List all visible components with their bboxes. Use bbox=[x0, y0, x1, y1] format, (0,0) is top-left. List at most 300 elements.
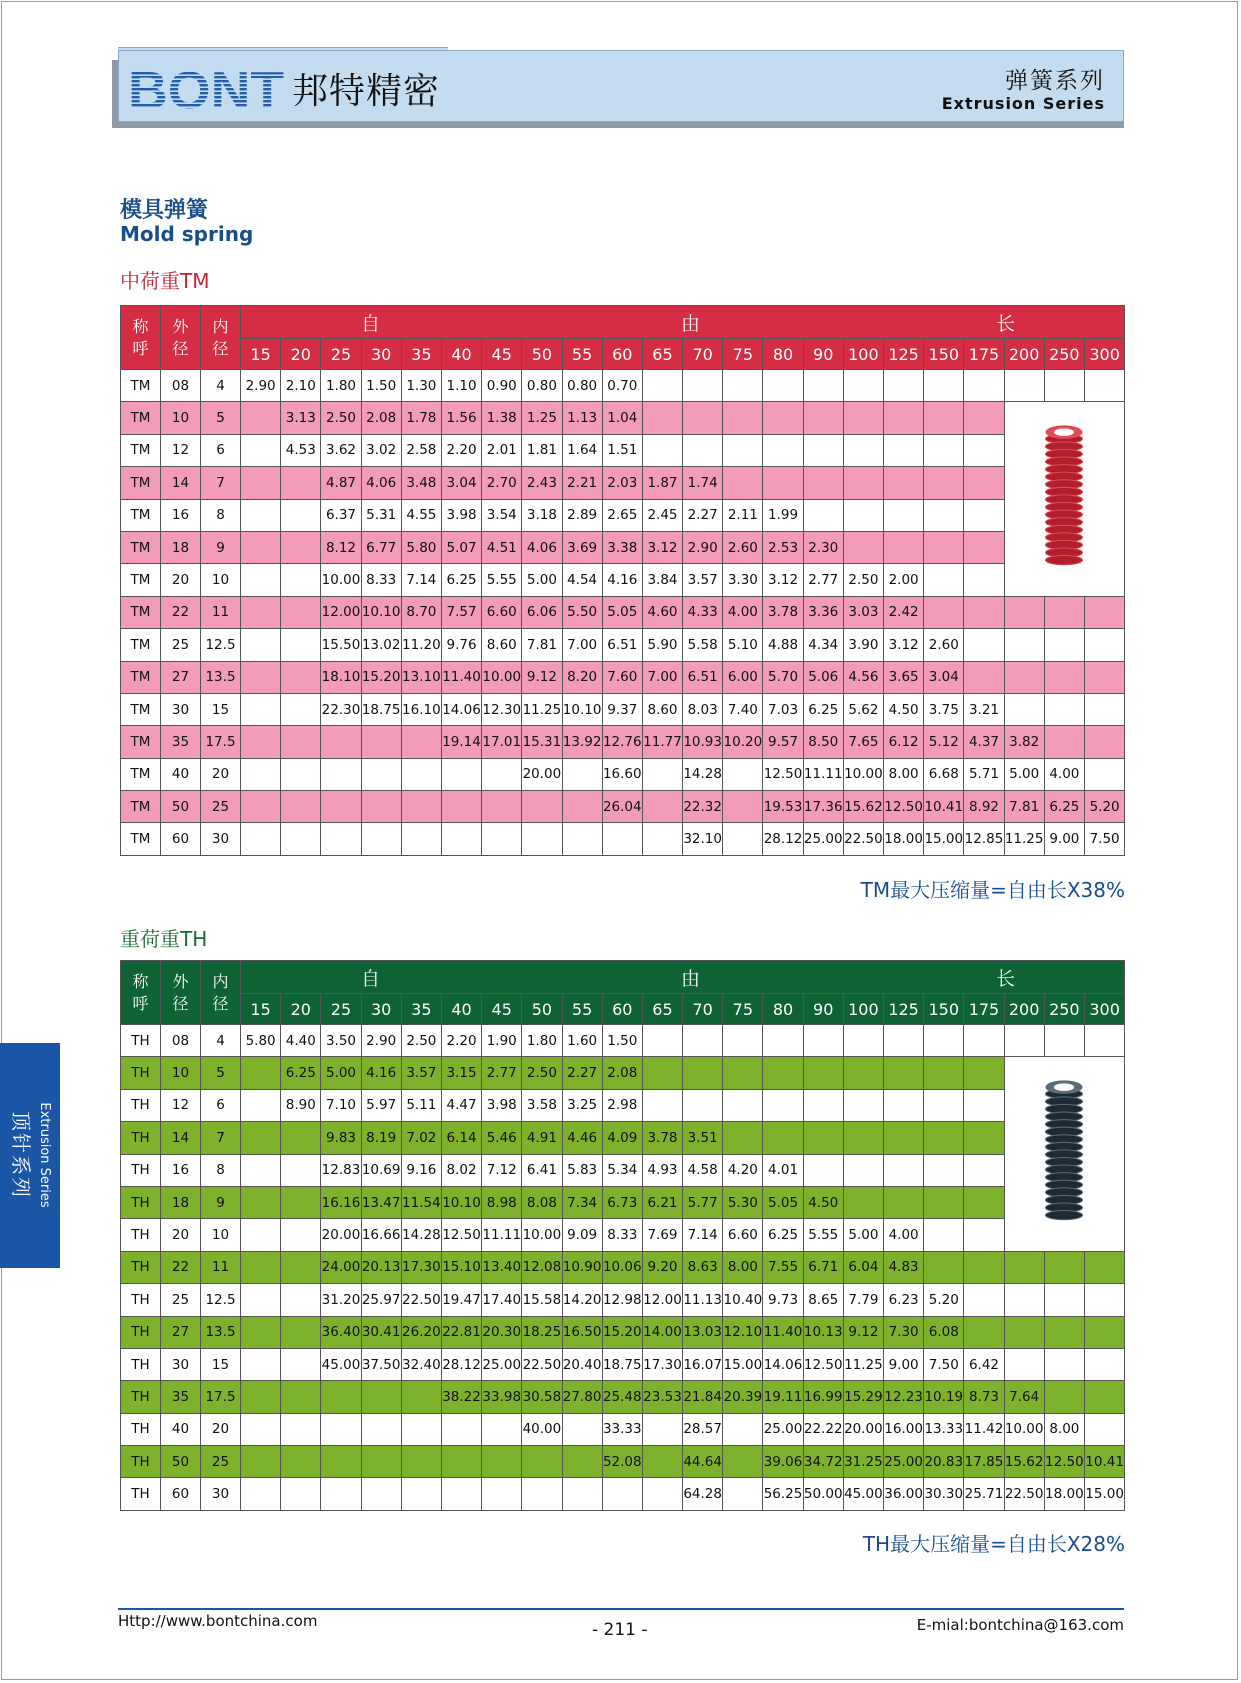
length-header: 250 bbox=[1044, 339, 1084, 370]
table-cell: 1.60 bbox=[562, 1025, 602, 1057]
table-cell: TH bbox=[121, 1089, 161, 1121]
table-cell: 9.16 bbox=[401, 1154, 441, 1186]
column-header-c3: 内径 bbox=[201, 306, 241, 370]
table-cell bbox=[964, 1251, 1004, 1283]
table-cell: 6.25 bbox=[1044, 791, 1084, 823]
table-cell bbox=[401, 1381, 441, 1413]
table-cell bbox=[281, 791, 321, 823]
table-cell: 2.90 bbox=[241, 370, 281, 402]
table-cell bbox=[1044, 370, 1084, 402]
table-cell: 16.16 bbox=[321, 1186, 361, 1218]
tm-formula: TM最大压缩量=自由长X38% bbox=[860, 878, 1125, 902]
table-cell: 1.87 bbox=[642, 467, 682, 499]
table-cell: 7 bbox=[201, 467, 241, 499]
table-row bbox=[121, 1446, 1125, 1478]
table-cell: 10 bbox=[201, 1219, 241, 1251]
table-cell bbox=[803, 402, 843, 434]
table-cell: 8.00 bbox=[884, 758, 924, 790]
table-cell: 22.50 bbox=[843, 823, 883, 855]
table-cell: 1.25 bbox=[522, 402, 562, 434]
table-cell: 7.79 bbox=[843, 1284, 883, 1316]
table-cell bbox=[964, 1284, 1004, 1316]
table-row bbox=[121, 1057, 1125, 1089]
table-cell bbox=[964, 1122, 1004, 1154]
table-cell: TM bbox=[121, 661, 161, 693]
table-cell bbox=[281, 1446, 321, 1478]
table-cell bbox=[964, 499, 1004, 531]
table-cell: 10.19 bbox=[924, 1381, 964, 1413]
table-cell bbox=[1044, 1251, 1084, 1283]
table-cell: 12.83 bbox=[321, 1154, 361, 1186]
table-cell: 1.81 bbox=[522, 434, 562, 466]
table-cell: 17.30 bbox=[642, 1348, 682, 1380]
table-cell: 9.00 bbox=[884, 1348, 924, 1380]
table-cell: 2.53 bbox=[763, 531, 803, 563]
table-cell bbox=[763, 434, 803, 466]
table-cell: 10.20 bbox=[723, 726, 763, 758]
table-cell: 1.38 bbox=[482, 402, 522, 434]
table-cell: 2.30 bbox=[803, 531, 843, 563]
footer-divider bbox=[118, 1608, 1124, 1610]
table-cell bbox=[241, 693, 281, 725]
table-cell: 17.01 bbox=[482, 726, 522, 758]
table-cell bbox=[843, 370, 883, 402]
table-cell bbox=[642, 1025, 682, 1057]
table-cell bbox=[1004, 1251, 1044, 1283]
table-cell: 2.10 bbox=[281, 370, 321, 402]
table-cell: 16.99 bbox=[803, 1381, 843, 1413]
table-cell: 3.25 bbox=[562, 1089, 602, 1121]
table-cell: 8.50 bbox=[803, 726, 843, 758]
table-cell bbox=[642, 791, 682, 823]
table-cell bbox=[843, 499, 883, 531]
table-cell bbox=[241, 1154, 281, 1186]
table-cell: 7.00 bbox=[642, 661, 682, 693]
table-cell: 4.91 bbox=[522, 1122, 562, 1154]
table-cell: 5.00 bbox=[522, 564, 562, 596]
table-cell: 52.08 bbox=[602, 1446, 642, 1478]
table-cell: 4.46 bbox=[562, 1122, 602, 1154]
table-cell bbox=[723, 434, 763, 466]
table-cell: 12 bbox=[161, 1089, 201, 1121]
table-cell: TM bbox=[121, 564, 161, 596]
table-cell: 11.54 bbox=[401, 1186, 441, 1218]
table-cell bbox=[884, 1186, 924, 1218]
table-cell bbox=[763, 370, 803, 402]
table-cell: 14.06 bbox=[763, 1348, 803, 1380]
table-row bbox=[121, 1186, 1125, 1218]
table-cell: 1.74 bbox=[683, 467, 723, 499]
table-cell: 4.00 bbox=[884, 1219, 924, 1251]
table-row bbox=[121, 791, 1125, 823]
length-header: 65 bbox=[642, 339, 682, 370]
table-row bbox=[121, 370, 1125, 402]
table-cell: 12.5 bbox=[201, 629, 241, 661]
table-cell: 6.00 bbox=[723, 661, 763, 693]
table-cell: 8.60 bbox=[482, 629, 522, 661]
table-cell: 18.25 bbox=[522, 1316, 562, 1348]
table-cell: 6.41 bbox=[522, 1154, 562, 1186]
table-cell: 50 bbox=[161, 791, 201, 823]
table-cell: 10.00 bbox=[522, 1219, 562, 1251]
tm-spec-table bbox=[120, 305, 1125, 856]
table-cell: 18 bbox=[161, 1186, 201, 1218]
length-header: 90 bbox=[803, 339, 843, 370]
table-cell: 1.90 bbox=[482, 1025, 522, 1057]
table-cell: 10.06 bbox=[602, 1251, 642, 1283]
table-cell: 5.97 bbox=[361, 1089, 401, 1121]
table-cell bbox=[924, 1089, 964, 1121]
table-cell: 14 bbox=[161, 467, 201, 499]
length-header: 40 bbox=[441, 339, 481, 370]
length-header: 35 bbox=[401, 994, 441, 1025]
table-cell: 12.23 bbox=[884, 1381, 924, 1413]
table-cell: TM bbox=[121, 499, 161, 531]
table-cell: 2.98 bbox=[602, 1089, 642, 1121]
length-header: 80 bbox=[763, 339, 803, 370]
table-cell: 25.00 bbox=[763, 1413, 803, 1445]
table-cell: 4.51 bbox=[482, 531, 522, 563]
table-cell: 2.50 bbox=[321, 402, 361, 434]
length-header: 70 bbox=[683, 994, 723, 1025]
table-cell: 0.90 bbox=[482, 370, 522, 402]
length-header: 50 bbox=[522, 339, 562, 370]
table-cell: 7.02 bbox=[401, 1122, 441, 1154]
table-cell: 3.57 bbox=[401, 1057, 441, 1089]
table-cell bbox=[281, 564, 321, 596]
table-cell: 5.06 bbox=[803, 661, 843, 693]
table-cell: 5.07 bbox=[441, 531, 481, 563]
table-cell: 1.64 bbox=[562, 434, 602, 466]
length-header: 60 bbox=[602, 339, 642, 370]
table-cell: 6.71 bbox=[803, 1251, 843, 1283]
table-cell: 4.47 bbox=[441, 1089, 481, 1121]
table-cell: 10.00 bbox=[1004, 1413, 1044, 1445]
table-cell: TM bbox=[121, 629, 161, 661]
table-cell: 15.58 bbox=[522, 1284, 562, 1316]
table-cell: 1.99 bbox=[763, 499, 803, 531]
table-cell: 3.12 bbox=[642, 531, 682, 563]
table-cell: 16.60 bbox=[602, 758, 642, 790]
table-cell bbox=[361, 1446, 401, 1478]
table-cell: 9.76 bbox=[441, 629, 481, 661]
table-cell: 15.20 bbox=[361, 661, 401, 693]
table-cell: 22.50 bbox=[522, 1348, 562, 1380]
table-row bbox=[121, 661, 1125, 693]
table-cell bbox=[763, 467, 803, 499]
series-en: Extrusion Series bbox=[941, 94, 1105, 113]
table-row bbox=[121, 693, 1125, 725]
table-cell: 19.47 bbox=[441, 1284, 481, 1316]
table-cell: 6 bbox=[201, 1089, 241, 1121]
table-cell: TH bbox=[121, 1057, 161, 1089]
table-cell bbox=[884, 1089, 924, 1121]
table-cell: 64.28 bbox=[683, 1478, 723, 1510]
table-cell: 16.66 bbox=[361, 1219, 401, 1251]
table-cell: 20 bbox=[161, 1219, 201, 1251]
table-cell: 18.75 bbox=[361, 693, 401, 725]
table-cell: 32.10 bbox=[683, 823, 723, 855]
table-cell: 60 bbox=[161, 1478, 201, 1510]
length-header: 75 bbox=[723, 339, 763, 370]
table-cell: 33.33 bbox=[602, 1413, 642, 1445]
table-cell: 3.12 bbox=[884, 629, 924, 661]
table-cell: 7.00 bbox=[562, 629, 602, 661]
table-cell: 1.50 bbox=[361, 370, 401, 402]
table-cell: 1.56 bbox=[441, 402, 481, 434]
table-row bbox=[121, 726, 1125, 758]
table-cell bbox=[642, 823, 682, 855]
table-cell: 4.09 bbox=[602, 1122, 642, 1154]
table-cell: 8.90 bbox=[281, 1089, 321, 1121]
table-cell: 5.30 bbox=[723, 1186, 763, 1218]
table-cell: TH bbox=[121, 1186, 161, 1218]
table-cell bbox=[562, 1413, 602, 1445]
table-cell: 4.58 bbox=[683, 1154, 723, 1186]
table-cell: 9.37 bbox=[602, 693, 642, 725]
table-cell: 25.00 bbox=[482, 1348, 522, 1380]
table-cell bbox=[281, 1478, 321, 1510]
table-cell bbox=[241, 1284, 281, 1316]
table-row bbox=[121, 629, 1125, 661]
table-cell: 4 bbox=[201, 370, 241, 402]
table-cell: 6.14 bbox=[441, 1122, 481, 1154]
table-cell bbox=[522, 1446, 562, 1478]
table-cell bbox=[803, 1122, 843, 1154]
length-header: 20 bbox=[281, 339, 321, 370]
table-cell: 6.08 bbox=[924, 1316, 964, 1348]
table-cell: 22.30 bbox=[321, 693, 361, 725]
table-cell: 17.5 bbox=[201, 1381, 241, 1413]
table-cell bbox=[1004, 596, 1044, 628]
table-cell: 20.00 bbox=[321, 1219, 361, 1251]
page-title-cn: 模具弹簧 bbox=[120, 198, 209, 223]
table-cell bbox=[602, 1478, 642, 1510]
table-cell bbox=[241, 823, 281, 855]
table-cell: 5.55 bbox=[803, 1219, 843, 1251]
table-cell: 4.06 bbox=[522, 531, 562, 563]
table-cell: 5.46 bbox=[482, 1122, 522, 1154]
table-cell bbox=[441, 1413, 481, 1445]
table-cell: 10.10 bbox=[361, 596, 401, 628]
table-cell: 44.64 bbox=[683, 1446, 723, 1478]
table-cell: 7.57 bbox=[441, 596, 481, 628]
table-cell: 4.00 bbox=[723, 596, 763, 628]
table-cell bbox=[441, 823, 481, 855]
table-cell: 17.85 bbox=[964, 1446, 1004, 1478]
table-cell: 10.40 bbox=[723, 1284, 763, 1316]
table-cell: 6.73 bbox=[602, 1186, 642, 1218]
table-cell: 5.12 bbox=[924, 726, 964, 758]
table-cell: 5.50 bbox=[562, 596, 602, 628]
table-cell bbox=[884, 1154, 924, 1186]
table-cell: 16 bbox=[161, 1154, 201, 1186]
column-header-c2: 外径 bbox=[161, 306, 201, 370]
table-cell bbox=[723, 1025, 763, 1057]
spring-image bbox=[1004, 1057, 1125, 1251]
table-cell: 16.00 bbox=[884, 1413, 924, 1445]
page-title-en: Mold spring bbox=[120, 222, 254, 246]
length-header: 15 bbox=[241, 339, 281, 370]
table-cell: 34.72 bbox=[803, 1446, 843, 1478]
table-cell: 7.12 bbox=[482, 1154, 522, 1186]
table-cell: 8 bbox=[201, 499, 241, 531]
length-header: 300 bbox=[1084, 994, 1124, 1025]
table-cell: 15.50 bbox=[321, 629, 361, 661]
table-cell: 12.85 bbox=[964, 823, 1004, 855]
table-cell: 6.25 bbox=[441, 564, 481, 596]
group-header-g2: 由 bbox=[681, 313, 701, 335]
table-cell: 1.13 bbox=[562, 402, 602, 434]
table-cell: 2.90 bbox=[683, 531, 723, 563]
table-cell bbox=[1084, 370, 1124, 402]
table-cell: 6.04 bbox=[843, 1251, 883, 1283]
table-cell: 6.42 bbox=[964, 1348, 1004, 1380]
table-row bbox=[121, 531, 1125, 563]
table-cell bbox=[1044, 693, 1084, 725]
table-cell bbox=[361, 1413, 401, 1445]
table-cell: 4.83 bbox=[884, 1251, 924, 1283]
table-cell: 60 bbox=[161, 823, 201, 855]
table-cell bbox=[884, 402, 924, 434]
table-cell bbox=[562, 758, 602, 790]
table-cell: 5.05 bbox=[763, 1186, 803, 1218]
table-cell: 2.65 bbox=[602, 499, 642, 531]
table-cell bbox=[241, 1381, 281, 1413]
table-cell bbox=[924, 1186, 964, 1218]
table-cell: TH bbox=[121, 1316, 161, 1348]
table-cell bbox=[964, 1089, 1004, 1121]
table-cell: 3.65 bbox=[884, 661, 924, 693]
table-cell bbox=[241, 1219, 281, 1251]
length-header: 55 bbox=[562, 339, 602, 370]
length-header-row bbox=[121, 339, 1125, 370]
table-cell bbox=[642, 1057, 682, 1089]
tm-section-title: 中荷重TM bbox=[120, 269, 210, 293]
table-cell: 12.5 bbox=[201, 1284, 241, 1316]
table-cell: 45.00 bbox=[843, 1478, 883, 1510]
table-cell: 12.76 bbox=[602, 726, 642, 758]
free-length-group-header bbox=[241, 306, 1125, 339]
side-tab-text bbox=[8, 1102, 52, 1207]
table-cell: TH bbox=[121, 1219, 161, 1251]
table-cell: 1.80 bbox=[321, 370, 361, 402]
table-cell bbox=[924, 1122, 964, 1154]
table-cell: 25.71 bbox=[964, 1478, 1004, 1510]
table-cell: 10.90 bbox=[562, 1251, 602, 1283]
table-cell bbox=[683, 1057, 723, 1089]
table-cell: 4.00 bbox=[1044, 758, 1084, 790]
table-cell: 4 bbox=[201, 1025, 241, 1057]
table-cell: TM bbox=[121, 402, 161, 434]
footer-url[interactable]: Http://www.bontchina.com bbox=[118, 1612, 318, 1630]
black-die-spring-icon bbox=[1024, 1072, 1104, 1232]
table-cell: 6.25 bbox=[803, 693, 843, 725]
table-cell: 7.34 bbox=[562, 1186, 602, 1218]
table-cell: 6.77 bbox=[361, 531, 401, 563]
table-cell bbox=[562, 1478, 602, 1510]
table-cell bbox=[763, 1122, 803, 1154]
table-cell: 3.84 bbox=[642, 564, 682, 596]
table-cell: 6.23 bbox=[884, 1284, 924, 1316]
table-cell: 3.15 bbox=[441, 1057, 481, 1089]
table-row bbox=[121, 1316, 1125, 1348]
table-cell bbox=[964, 1057, 1004, 1089]
table-cell: 5.00 bbox=[1004, 758, 1044, 790]
table-cell: 2.45 bbox=[642, 499, 682, 531]
table-cell bbox=[642, 1446, 682, 1478]
table-cell: 25 bbox=[201, 1446, 241, 1478]
table-cell: 30.30 bbox=[924, 1478, 964, 1510]
table-cell: 17.30 bbox=[401, 1251, 441, 1283]
table-cell bbox=[321, 791, 361, 823]
table-cell bbox=[1084, 629, 1124, 661]
table-cell bbox=[1084, 758, 1124, 790]
table-cell bbox=[803, 1057, 843, 1089]
table-cell: 37.50 bbox=[361, 1348, 401, 1380]
table-cell bbox=[401, 758, 441, 790]
table-cell: 3.36 bbox=[803, 596, 843, 628]
table-cell: 6.37 bbox=[321, 499, 361, 531]
table-cell: 6.21 bbox=[642, 1186, 682, 1218]
table-cell bbox=[884, 531, 924, 563]
table-cell bbox=[964, 531, 1004, 563]
header-row-group bbox=[121, 306, 1125, 339]
table-cell bbox=[482, 1413, 522, 1445]
table-cell: TH bbox=[121, 1025, 161, 1057]
table-cell: 2.21 bbox=[562, 467, 602, 499]
table-cell bbox=[1084, 1413, 1124, 1445]
table-cell: 8.60 bbox=[642, 693, 682, 725]
table-cell: 22 bbox=[161, 1251, 201, 1283]
table-cell: 2.77 bbox=[482, 1057, 522, 1089]
table-cell: 3.04 bbox=[924, 661, 964, 693]
footer-email[interactable]: E-mial:bontchina@163.com bbox=[916, 1616, 1124, 1634]
table-cell: 11 bbox=[201, 596, 241, 628]
table-cell bbox=[723, 1478, 763, 1510]
side-tab bbox=[0, 1043, 60, 1268]
table-cell bbox=[1044, 629, 1084, 661]
table-cell bbox=[441, 1446, 481, 1478]
length-header: 30 bbox=[361, 339, 401, 370]
table-cell bbox=[683, 434, 723, 466]
table-cell: 7.40 bbox=[723, 693, 763, 725]
series-label bbox=[942, 68, 1105, 113]
table-cell: 2.60 bbox=[924, 629, 964, 661]
table-cell bbox=[482, 823, 522, 855]
table-cell: 18.10 bbox=[321, 661, 361, 693]
table-cell: 4.40 bbox=[281, 1025, 321, 1057]
table-cell bbox=[281, 1122, 321, 1154]
length-header-row bbox=[121, 994, 1125, 1025]
table-cell: 20.00 bbox=[522, 758, 562, 790]
table-cell: 7.69 bbox=[642, 1219, 682, 1251]
table-cell: 3.48 bbox=[401, 467, 441, 499]
table-cell: 7.81 bbox=[1004, 791, 1044, 823]
table-cell bbox=[924, 531, 964, 563]
table-cell bbox=[1004, 661, 1044, 693]
table-cell: 3.78 bbox=[763, 596, 803, 628]
table-cell bbox=[723, 370, 763, 402]
table-cell bbox=[964, 467, 1004, 499]
length-header: 250 bbox=[1044, 994, 1084, 1025]
table-cell bbox=[723, 402, 763, 434]
table-cell bbox=[281, 823, 321, 855]
red-die-spring-icon bbox=[1024, 417, 1104, 577]
table-cell: 5.70 bbox=[763, 661, 803, 693]
table-cell bbox=[843, 1025, 883, 1057]
table-cell: 4.55 bbox=[401, 499, 441, 531]
